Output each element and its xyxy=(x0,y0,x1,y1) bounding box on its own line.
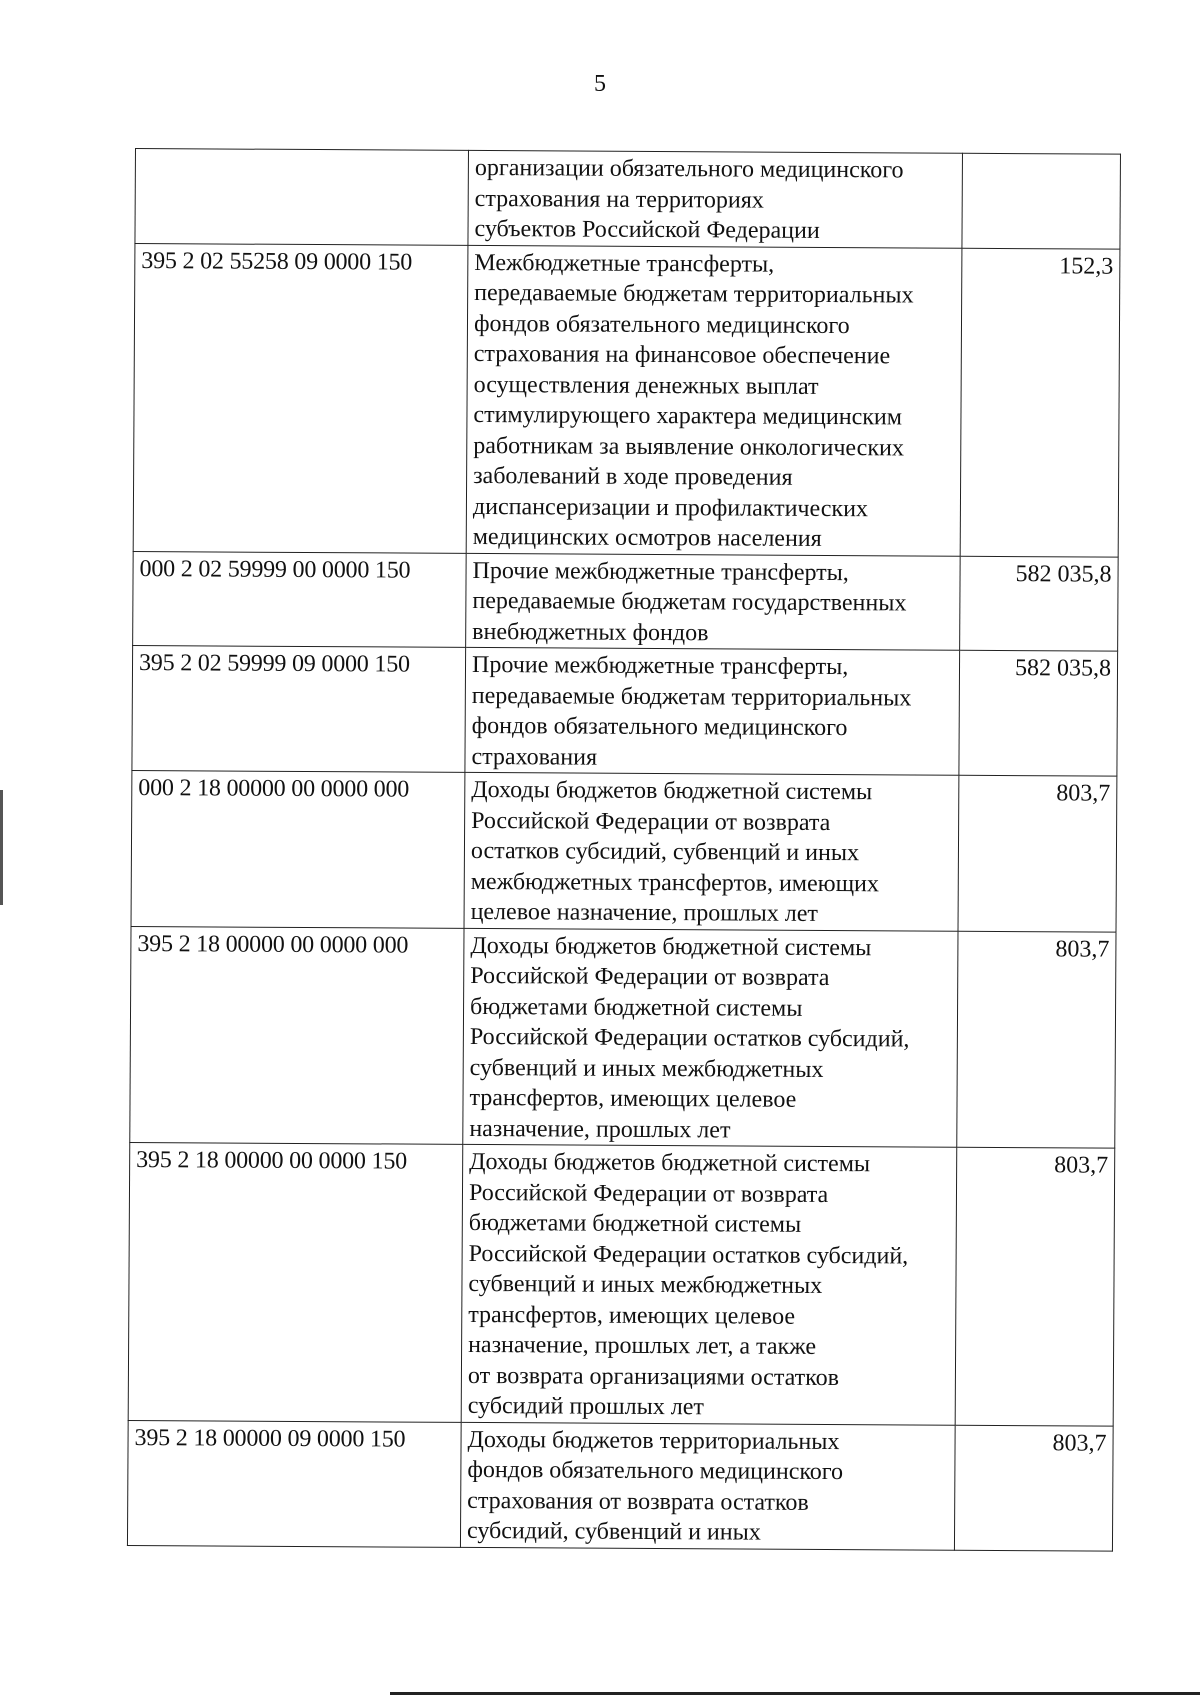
table-row xyxy=(131,770,1117,931)
revenue-name-cell: Доходы бюджетов территориальных фондов обязательного медицинского страхования от возврата остатков субсидий, субвенций и иных xyxy=(460,1422,955,1550)
revenue-name-cell: Прочие межбюджетные трансферты, передаваемые бюджетам государственных внебюджетных фондов xyxy=(466,553,961,650)
classification-code-cell: 000 2 02 59999 00 0000 150 xyxy=(133,551,467,647)
table-row xyxy=(132,645,1118,776)
scan-edge-mark xyxy=(0,790,3,905)
classification-code-cell: 395 2 02 59999 09 0000 150 xyxy=(132,645,466,772)
revenue-name-cell: Межбюджетные трансферты, передаваемые бюджетам территориальных фондов обязательного медицинского страхования на финансовое обеспечение осуществления денежных выплат стимулирующего характера медицинским работникам за выявление онкологических заболеваний в ходе проведения диспансеризации и профилактических медицинских осмотров населения xyxy=(466,245,962,556)
revenue-name-cell: Доходы бюджетов бюджетной системы Российской Федерации от возврата бюджетами бюджетной системы Российской Федерации остатков субсидий, субвенций и иных межбюджетных трансфертов, имеющих целевое назначение, прошлых лет, а также от возврата организациями остатков субсидий прошлых лет xyxy=(461,1144,957,1424)
classification-code-cell: 000 2 18 00000 00 0000 000 xyxy=(131,770,465,927)
classification-code-cell: 395 2 18 00000 00 0000 150 xyxy=(128,1142,463,1421)
amount-cell: 152,3 xyxy=(960,248,1120,557)
amount-cell: 582 035,8 xyxy=(960,556,1119,651)
revenue-name-cell: Прочие межбюджетные трансферты, передаваемые бюджетам территориальных фондов обязательного медицинского страхования xyxy=(465,647,960,775)
amount-cell: 803,7 xyxy=(955,1147,1115,1425)
revenue-name-cell: Доходы бюджетов бюджетной системы Российской Федерации от возврата остатков субсидий, субвенций и иных межбюджетных трансфертов, имеющих целевое назначение, прошлых лет xyxy=(464,772,959,930)
classification-code-cell xyxy=(135,149,469,245)
amount-cell: 803,7 xyxy=(954,1425,1113,1551)
table-row xyxy=(135,149,1121,249)
classification-code-cell: 395 2 18 00000 09 0000 150 xyxy=(127,1420,461,1547)
table-row xyxy=(128,1142,1115,1425)
classification-code-cell: 395 2 18 00000 00 0000 000 xyxy=(130,926,464,1144)
page-number: 5 xyxy=(594,71,606,97)
revenue-name-cell: организации обязательного медицинского страхования на территориях субъектов Российской Федерации xyxy=(468,150,963,247)
amount-cell: 582 035,8 xyxy=(959,650,1118,776)
amount-cell: 803,7 xyxy=(957,931,1116,1148)
classification-code-cell: 395 2 02 55258 09 0000 150 xyxy=(133,243,468,553)
amount-cell: 803,7 xyxy=(958,775,1117,931)
budget-revenue-table xyxy=(127,148,1121,1551)
table-row xyxy=(133,551,1119,651)
amount-cell xyxy=(962,153,1121,248)
revenue-name-cell: Доходы бюджетов бюджетной системы Российской Федерации от возврата бюджетами бюджетной системы Российской Федерации остатков субсидий, субвенций и иных межбюджетных трансфертов, имеющих целевое назначение, прошлых лет xyxy=(463,928,958,1147)
table-row xyxy=(127,1420,1113,1551)
bottom-rule xyxy=(390,1692,1200,1695)
table-row xyxy=(133,243,1120,557)
table-row xyxy=(130,926,1116,1148)
